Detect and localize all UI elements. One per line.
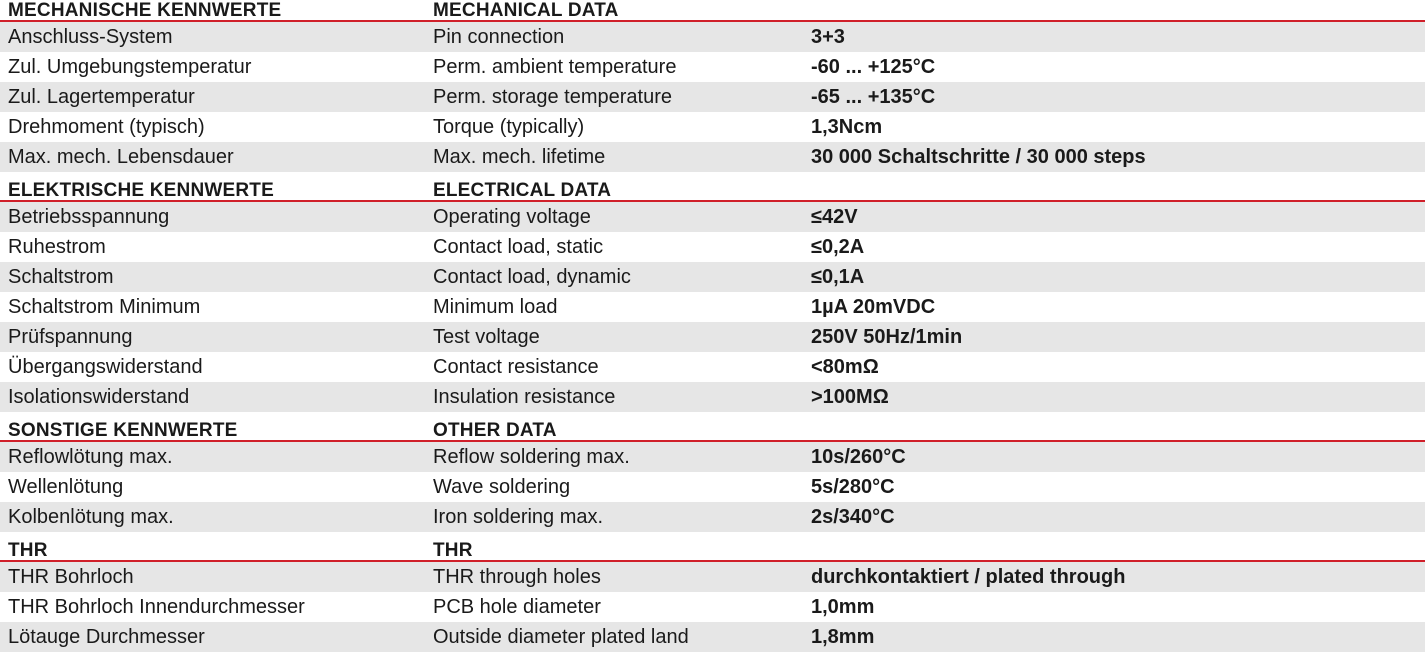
value: 10s/260°C	[811, 446, 906, 468]
label-de: Schaltstrom	[8, 266, 114, 288]
label-en: THR through holes	[433, 566, 601, 588]
section-title-de: THR	[8, 540, 48, 561]
table-row	[0, 442, 1425, 472]
label-en: Contact load, dynamic	[433, 266, 631, 288]
label-en: Torque (typically)	[433, 116, 585, 138]
value: 1,8mm	[811, 626, 875, 648]
section-spacer	[0, 172, 1425, 180]
label-de: Zul. Umgebungstemperatur	[8, 56, 252, 78]
value: 3+3	[811, 26, 845, 48]
value: 2s/340°C	[811, 506, 895, 528]
value: 250V 50Hz/1min	[811, 326, 963, 348]
table-row	[0, 142, 1425, 172]
section-title-en: THR	[433, 540, 473, 561]
table-row	[0, 352, 1425, 382]
label-en: Operating voltage	[433, 206, 591, 228]
table-row	[0, 232, 1425, 262]
label-de: Wellenlötung	[8, 476, 124, 498]
label-de: Max. mech. Lebensdauer	[8, 146, 234, 168]
section-spacer	[0, 532, 1425, 540]
label-de: Übergangswiderstand	[8, 356, 203, 378]
label-en: Minimum load	[433, 296, 558, 318]
value: 1µA 20mVDC	[811, 296, 936, 318]
table-row	[0, 592, 1425, 622]
table-row	[0, 562, 1425, 592]
table-row	[0, 82, 1425, 112]
label-en: Perm. storage temperature	[433, 86, 672, 108]
section-header-other	[0, 420, 1425, 442]
section-title-en: ELECTRICAL DATA	[433, 180, 612, 201]
section-title-de: MECHANISCHE KENNWERTE	[8, 0, 282, 21]
label-de: Schaltstrom Minimum	[8, 296, 201, 318]
label-en: PCB hole diameter	[433, 596, 601, 618]
section-title-en: OTHER DATA	[433, 420, 557, 441]
table-row	[0, 322, 1425, 352]
section-header-electrical	[0, 180, 1425, 202]
value: ≤0,2A	[811, 236, 865, 258]
value: 30 000 Schaltschritte / 30 000 steps	[811, 146, 1146, 168]
value: >100MΩ	[811, 386, 889, 408]
table-row	[0, 502, 1425, 532]
table-row	[0, 112, 1425, 142]
label-de: Reflowlötung max.	[8, 446, 173, 468]
table-row	[0, 22, 1425, 52]
label-en: Contact resistance	[433, 356, 599, 378]
value: 1,3Ncm	[811, 116, 883, 138]
label-de: THR Bohrloch Innendurchmesser	[8, 596, 305, 618]
label-en: Test voltage	[433, 326, 540, 348]
table-row	[0, 292, 1425, 322]
label-de: Lötauge Durchmesser	[8, 626, 205, 648]
value: -65 ... +135°C	[811, 86, 936, 108]
table-row	[0, 622, 1425, 652]
label-en: Max. mech. lifetime	[433, 146, 606, 168]
label-de: Kolbenlötung max.	[8, 506, 174, 528]
table-row	[0, 472, 1425, 502]
label-de: Zul. Lagertemperatur	[8, 86, 195, 108]
label-de: Ruhestrom	[8, 236, 106, 258]
label-en: Iron soldering max.	[433, 506, 604, 528]
label-de: Anschluss-System	[8, 26, 173, 48]
label-en: Insulation resistance	[433, 386, 616, 408]
value: 5s/280°C	[811, 476, 895, 498]
value: 1,0mm	[811, 596, 875, 618]
section-title-de: SONSTIGE KENNWERTE	[8, 420, 238, 441]
label-en: Wave soldering	[433, 476, 571, 498]
label-en: Perm. ambient temperature	[433, 56, 677, 78]
section-title-de: ELEKTRISCHE KENNWERTE	[8, 180, 274, 201]
table-row	[0, 262, 1425, 292]
table-row	[0, 52, 1425, 82]
label-en: Contact load, static	[433, 236, 604, 258]
label-en: Outside diameter plated land	[433, 626, 689, 648]
label-de: THR Bohrloch	[8, 566, 134, 588]
section-header-thr	[0, 540, 1425, 562]
value: ≤0,1A	[811, 266, 865, 288]
section-title-en: MECHANICAL DATA	[433, 0, 619, 21]
table-row	[0, 382, 1425, 412]
label-de: Drehmoment (typisch)	[8, 116, 205, 138]
label-de: Prüfspannung	[8, 326, 133, 348]
value: ≤42V	[811, 206, 858, 228]
label-de: Betriebsspannung	[8, 206, 170, 228]
section-header-mechanical	[0, 0, 1425, 22]
value: -60 ... +125°C	[811, 56, 936, 78]
value: durchkontaktiert / plated through	[811, 566, 1126, 588]
value: <80mΩ	[811, 356, 879, 378]
label-en: Reflow soldering max.	[433, 446, 630, 468]
section-spacer	[0, 412, 1425, 420]
label-de: Isolationswiderstand	[8, 386, 190, 408]
label-en: Pin connection	[433, 26, 565, 48]
table-row	[0, 202, 1425, 232]
